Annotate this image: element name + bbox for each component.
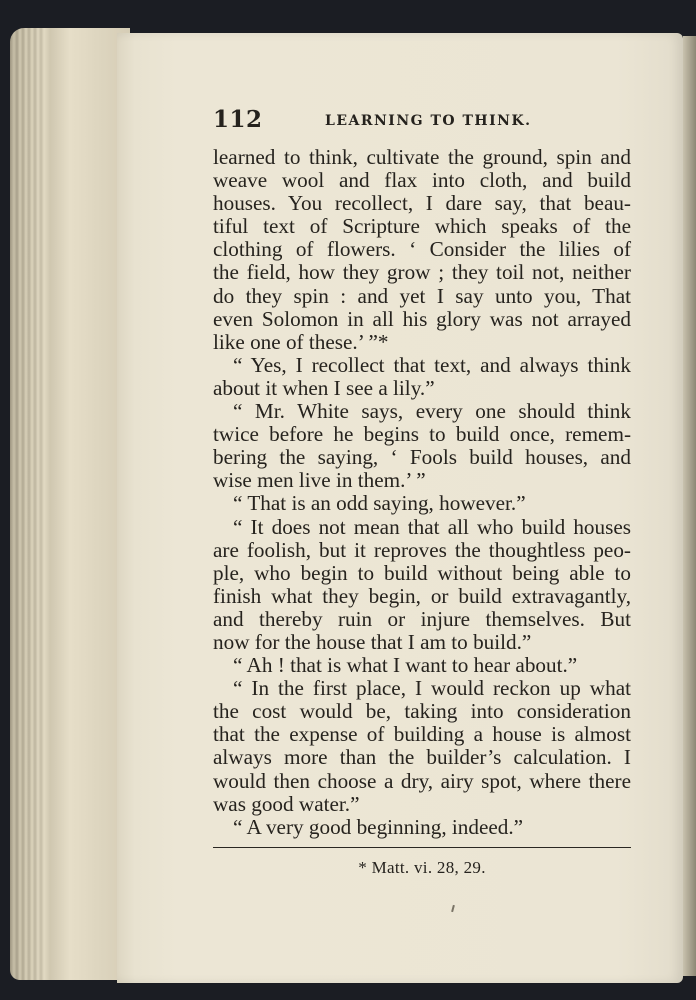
text-line: “ Ah ! that is what I want to hear about.” (233, 653, 578, 678)
text-line: “ It does not mean that all who build houses (233, 514, 631, 539)
text-line: “ That is an odd saying, however.” (233, 491, 526, 516)
text-line: “ Yes, I recollect that text, and always think (233, 352, 631, 377)
footnote: * Matt. vi. 28, 29. (358, 858, 486, 877)
text-line: the field, how they grow ; they toil not, neither (213, 260, 631, 285)
text-line: twice before he begins to build once, remem- (213, 422, 631, 447)
text-line: about it when I see a lily.” (213, 375, 435, 400)
page-edges (10, 28, 130, 980)
text-line: ple, who begin to build without being able to (213, 560, 631, 585)
text-line: learned to think, cultivate the ground, spin and (213, 145, 631, 169)
facing-page-edge (683, 36, 696, 976)
text-line: even Solomon in all his glory was not arrayed (213, 306, 631, 331)
text-line: do they spin : and yet I say unto you, That (213, 283, 631, 308)
text-line: clothing of flowers. ‘ Consider the lilies of (213, 237, 631, 262)
footnote-rule (213, 847, 631, 848)
text-line: “ In the first place, I would reckon up what (233, 676, 631, 701)
text-line: weave wool and flax into cloth, and build (213, 168, 631, 193)
text-line: bering the saying, ‘ Fools build houses, and (213, 445, 631, 470)
text-line: “ A very good beginning, indeed.” (233, 814, 524, 839)
text-line: now for the house that I am to build.” (213, 629, 532, 654)
text-line: “ Mr. White says, every one should think (233, 399, 631, 424)
text-line: houses. You recollect, I dare say, that beau- (213, 191, 631, 216)
body-text (213, 146, 631, 839)
page-number: 112 (213, 106, 263, 133)
text-line: like one of these.’ ”* (213, 329, 389, 354)
text-line: tiful text of Scripture which speaks of the (213, 214, 631, 239)
text-line: that the expense of building a house is almost (213, 722, 631, 747)
text-line: was good water.” (213, 791, 360, 816)
text-line: wise men live in them.’ ” (213, 468, 426, 493)
text-line: and thereby ruin or injure themselves. But (213, 606, 631, 631)
page-header (213, 106, 633, 140)
text-line: the cost would be, taking into consideration (213, 699, 631, 724)
text-line: would then choose a dry, airy spot, where there (213, 768, 631, 793)
text-line: finish what they begin, or build extravagantly, (213, 583, 631, 608)
running-head: LEARNING TO THINK. (325, 113, 532, 129)
text-line: always more than the builder’s calculation. I (213, 745, 631, 770)
text-line: are foolish, but it reproves the thoughtless peo- (213, 537, 631, 562)
